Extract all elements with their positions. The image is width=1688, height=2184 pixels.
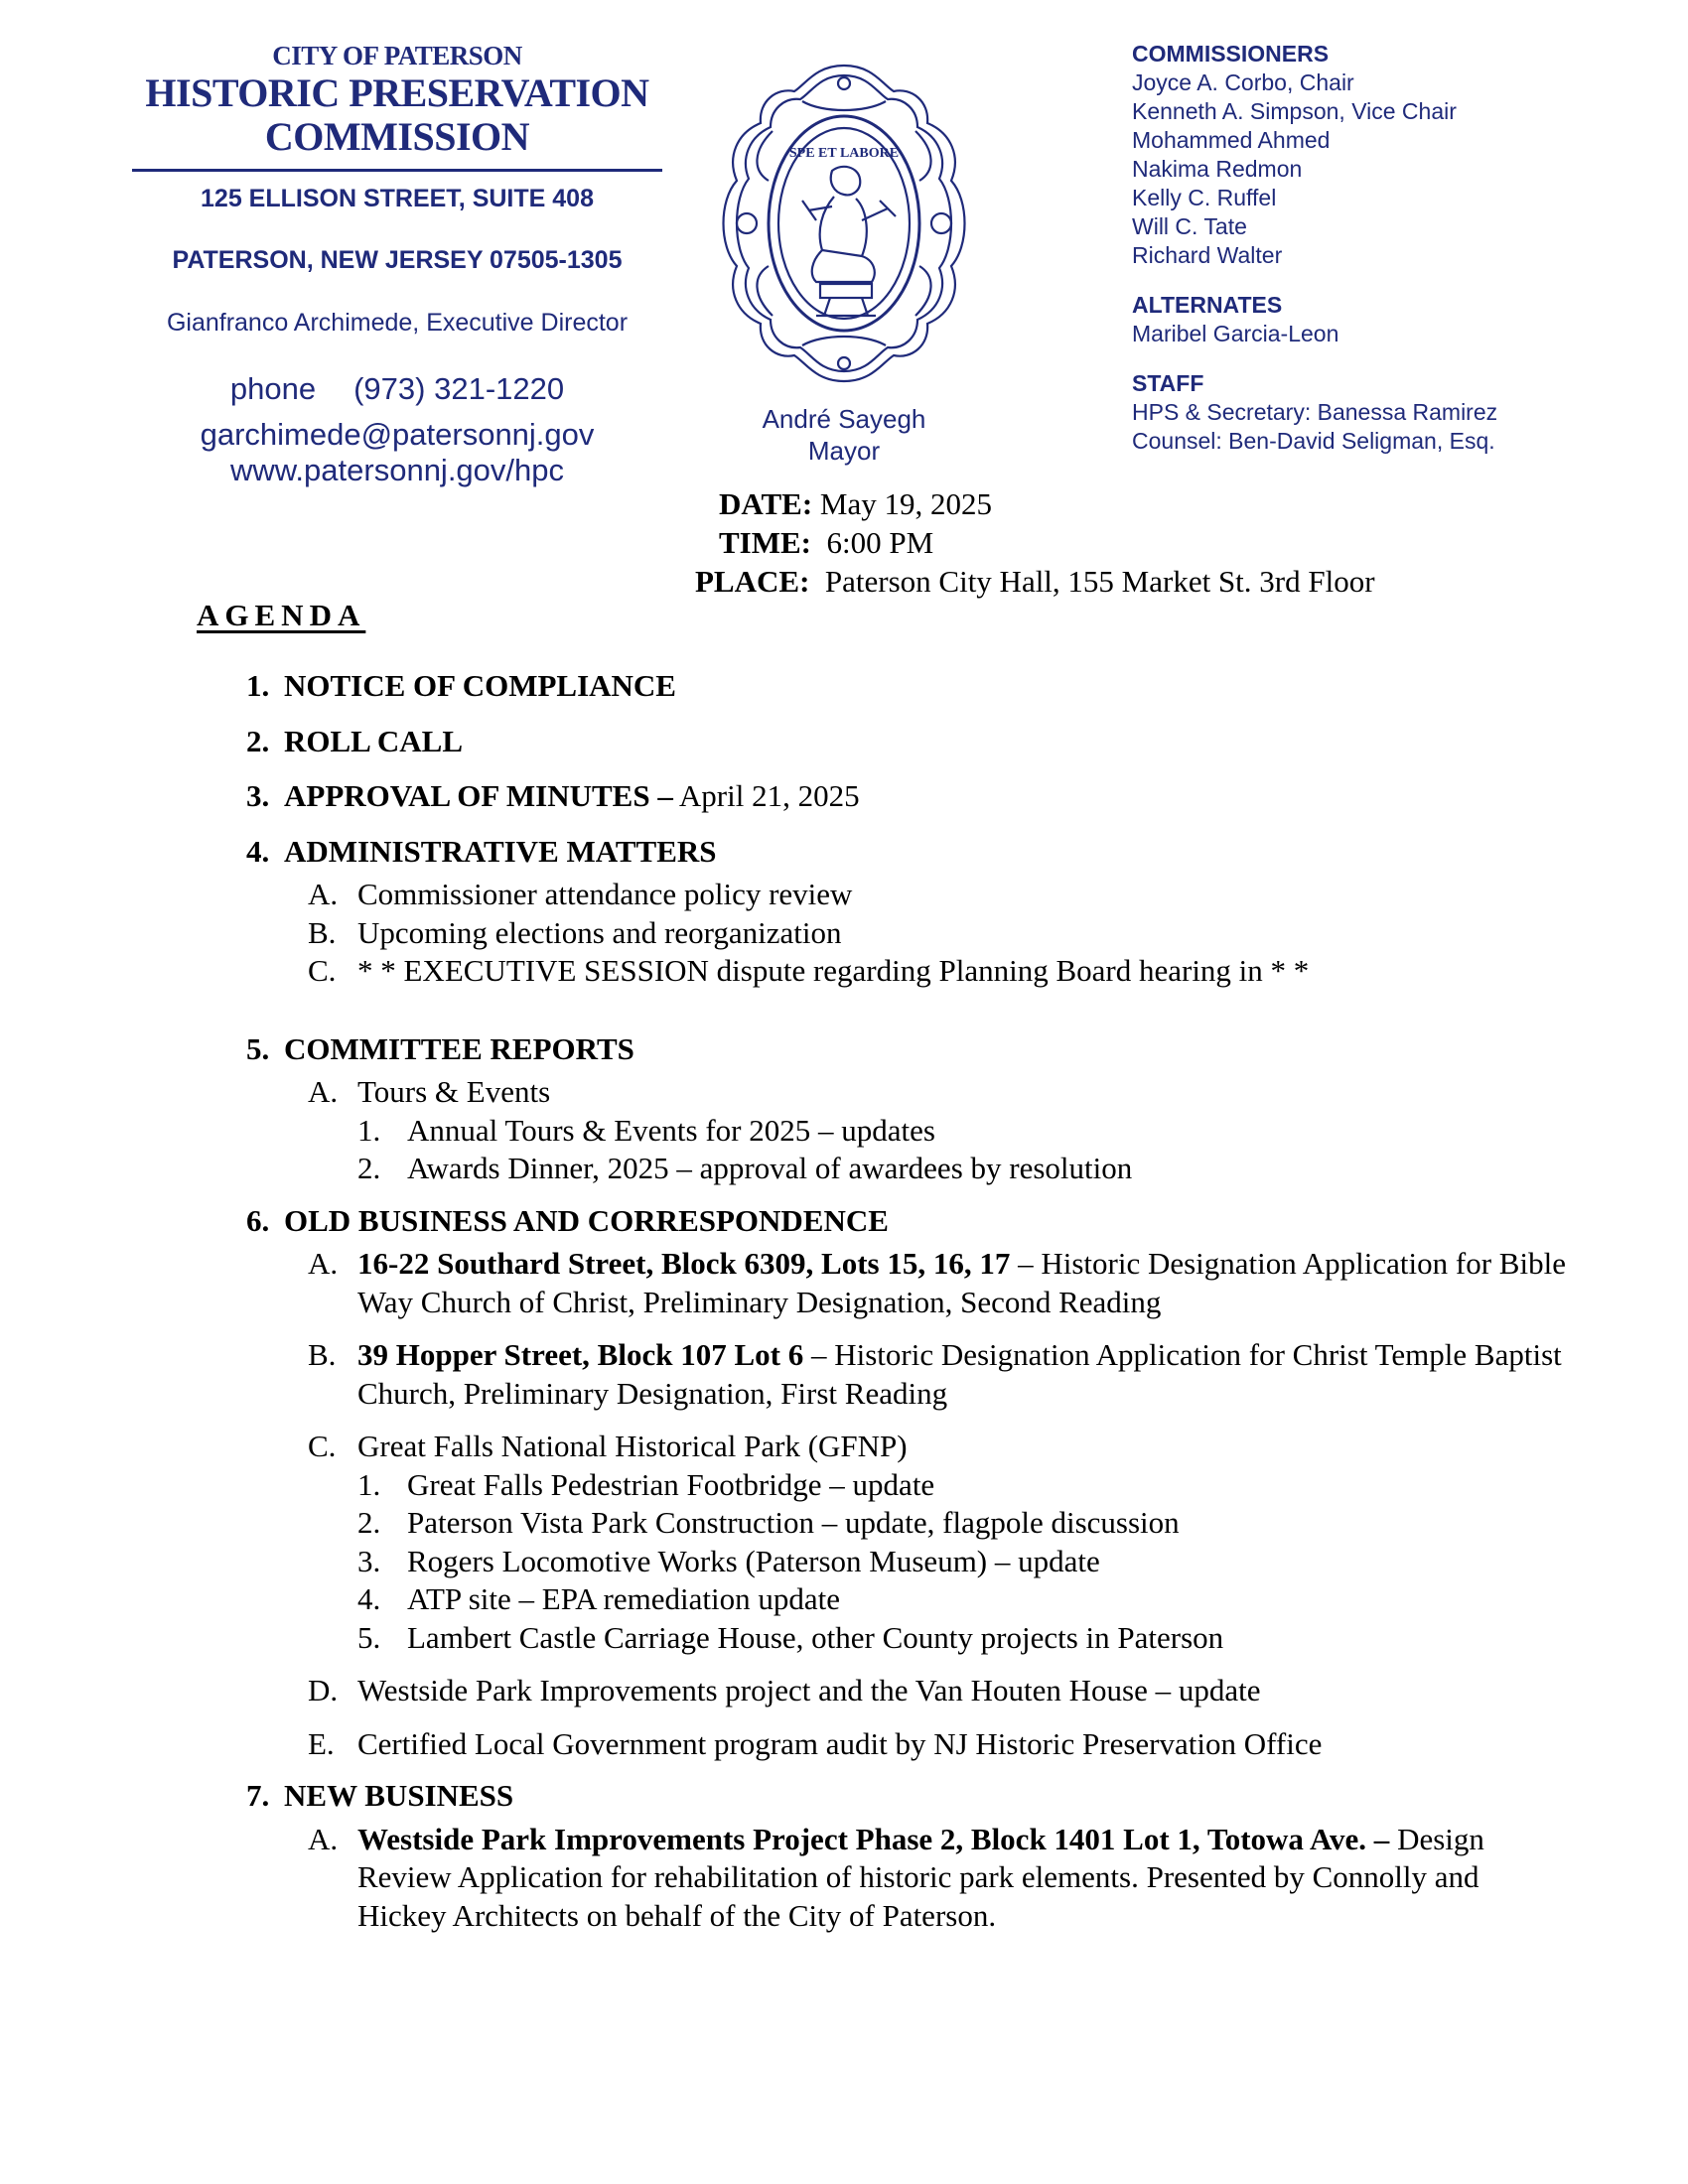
roster [1132,40,1648,477]
nested-text: Awards Dinner, 2025 – approval of awardees by resolution [407,1151,1133,1185]
phone-line [99,371,695,407]
nested-text: ATP site – EPA remediation update [407,1581,840,1616]
agenda-item [246,667,1617,706]
agenda-item [246,723,1617,761]
place-label: PLACE: [695,564,810,599]
item-heading: APPROVAL OF MINUTES – [284,778,673,813]
sub-bold-text: 16-22 Southard Street, Block 6309, Lots 15, 16, 17 [357,1246,1011,1281]
sub-text: Upcoming elections and reorganization [357,914,842,950]
item-heading-wrap [284,777,860,816]
mayor-title: Mayor [807,436,881,466]
sub-letter: B. [308,914,337,950]
sub-items [308,1245,1617,1763]
sub-bold-text: 39 Hopper Street, Block 107 Lot 6 [357,1337,804,1372]
sub-text: Certified Local Government program audit by NJ Historic Preservation Office [357,1725,1323,1761]
sub-item [308,952,1617,991]
email-link[interactable]: garchimede@patersonnj.gov [200,417,595,452]
sub-text: Commissioner attendance policy review [357,877,853,911]
nested-number: 5. [357,1619,381,1655]
staff-member: HPS & Secretary: Banessa Ramirez [1132,399,1498,425]
sub-items [308,876,1617,991]
nested-number: 1. [357,1112,381,1148]
nested-text: Lambert Castle Carriage House, other County projects in Paterson [407,1619,1224,1655]
mayor-name: André Sayegh [762,404,926,434]
address-line-2: PATERSON, NEW JERSEY 07505-1305 [172,246,623,274]
item-heading: NEW BUSINESS [284,1778,514,1813]
item-heading-suffix: April 21, 2025 [672,778,860,813]
agenda-item [246,1777,1617,1816]
sub-item [308,1336,1617,1413]
sub-item [308,876,1617,914]
nested-items [357,1466,1617,1658]
staff-member: Counsel: Ben-David Seligman, Esq. [1132,428,1495,454]
nested-text: Paterson Vista Park Construction – update, flagpole discussion [407,1505,1180,1540]
sub-item [308,1821,1549,1936]
commissioner-name: Will C. Tate [1132,213,1247,239]
nested-text: Great Falls Pedestrian Footbridge – update [407,1466,935,1502]
item-number: 6. [246,1202,270,1238]
item-heading: NOTICE OF COMPLIANCE [284,668,676,703]
staff-heading: STAFF [1132,370,1204,396]
commissioner-name: Kenneth A. Simpson, Vice Chair [1132,98,1457,124]
phone-label: phone [229,371,317,406]
meeting-time: 6:00 PM [826,525,934,560]
sub-item [308,1725,1617,1764]
sub-text: Westside Park Improvements project and the Van Houten House – update [357,1673,1261,1707]
sub-letter: C. [308,953,337,988]
nested-number: 2. [357,1505,381,1540]
meeting-place: Paterson City Hall, 155 Market St. 3rd Floor [824,564,1375,599]
nested-item [357,1619,1617,1658]
sub-letter: D. [308,1673,339,1707]
time-label: TIME: [719,525,811,560]
item-heading: COMMITTEE REPORTS [284,1030,634,1066]
commissioner-name: Nakima Redmon [1132,156,1303,182]
sub-text: Tours & Events [357,1074,551,1109]
nested-item [357,1504,1617,1543]
nested-items [357,1112,1617,1188]
item-number: 5. [246,1030,270,1066]
city-seal-icon [713,62,975,385]
phone-number[interactable]: (973) 321-1220 [353,371,565,406]
nested-item [357,1543,1617,1581]
commission-name-line2: COMMISSION [264,114,530,159]
meeting-date: May 19, 2025 [819,486,992,521]
sub-text: * * EXECUTIVE SESSION dispute regarding Planning Board hearing in * * [357,953,1310,988]
sub-letter: A. [308,1821,339,1856]
agenda-item [246,777,1617,816]
letterhead-divider [132,169,662,172]
commissioner-name: Joyce A. Corbo, Chair [1132,69,1354,95]
commissioners-section [1132,40,1648,270]
agenda-list [246,667,1617,1949]
commissioners-heading: COMMISSIONERS [1132,41,1330,67]
sub-text-wrap [357,1245,1617,1321]
alternate-name: Maribel Garcia-Leon [1132,321,1339,346]
item-number: 3. [246,778,270,813]
sub-item [308,1245,1617,1321]
address-line-1: 125 ELLISON STREET, SUITE 408 [201,185,594,212]
sub-bold-text: Westside Park Improvements Project Phase 2, Block 1401 Lot 1, Totowa Ave. – [357,1821,1390,1856]
sub-items [308,1073,1617,1188]
agenda-item [246,1030,1617,1069]
sub-letter: E. [308,1725,335,1761]
meeting-place-row [685,562,1375,601]
nested-number: 4. [357,1581,381,1616]
sub-text: – Historic Designation Application for Christ Temple Baptist Church, Preliminary Designation, First Reading [357,1337,1562,1411]
sub-item [308,1672,1617,1710]
sub-items [308,1821,1549,1936]
alternates-section [1132,291,1648,348]
executive-director: Gianfranco Archimede, Executive Director [166,309,629,337]
nested-number: 2. [357,1151,381,1185]
sub-letter: B. [308,1337,337,1372]
item-number: 1. [246,668,270,703]
nested-number: 1. [357,1466,381,1502]
item-number: 2. [246,723,270,758]
commissioner-name: Kelly C. Ruffel [1132,185,1277,210]
agenda-title: AGENDA [197,598,366,632]
city-name: CITY OF PATERSON [272,41,522,70]
item-heading: OLD BUSINESS AND CORRESPONDENCE [284,1202,889,1238]
website-link[interactable]: www.patersonnj.gov/hpc [229,453,565,487]
sub-item [308,1428,1617,1466]
sub-item [308,914,1617,953]
agenda-item [246,1202,1617,1241]
item-number: 7. [246,1778,270,1813]
letterhead [99,40,695,488]
meeting-details [685,484,1375,601]
nested-item [357,1150,1617,1188]
staff-section [1132,369,1648,456]
seal-motto: SPE ET LABORE [788,146,900,161]
nested-number: 3. [357,1543,381,1578]
commission-name-line1: HISTORIC PRESERVATION [145,70,649,115]
item-number: 4. [246,833,270,869]
nested-item [357,1580,1617,1619]
sub-text: – Historic Designation Application for Bible Way Church of Christ, Preliminary Designation, Second Reading [357,1246,1566,1319]
date-label: DATE: [719,486,813,521]
nested-text: Rogers Locomotive Works (Paterson Museum) – update [407,1543,1100,1578]
commissioner-name: Richard Walter [1132,242,1283,268]
sub-letter: C. [308,1429,337,1463]
sub-text-wrap [357,1821,1549,1936]
sub-text: Great Falls National Historical Park (GFNP) [357,1429,908,1463]
agenda-item [246,833,1617,872]
sub-text-wrap [357,1336,1617,1413]
item-heading: ROLL CALL [284,723,464,758]
nested-item [357,1466,1617,1505]
nested-text: Annual Tours & Events for 2025 – updates [407,1112,935,1148]
meeting-time-row [685,523,1375,562]
meeting-date-row [685,484,1375,523]
sub-letter: A. [308,1246,339,1281]
sub-item [308,1073,1617,1112]
item-heading: ADMINISTRATIVE MATTERS [284,833,717,869]
sub-text: Design Review Application for rehabilitation of historic park elements. Presented by Connolly and Hickey Architects on behalf of the City of Paterson. [357,1821,1484,1933]
sub-letter: A. [308,877,339,911]
mayor-block [695,403,993,467]
sub-letter: A. [308,1074,339,1109]
alternates-heading: ALTERNATES [1132,292,1283,318]
nested-item [357,1112,1617,1151]
commissioner-name: Mohammed Ahmed [1132,127,1331,153]
